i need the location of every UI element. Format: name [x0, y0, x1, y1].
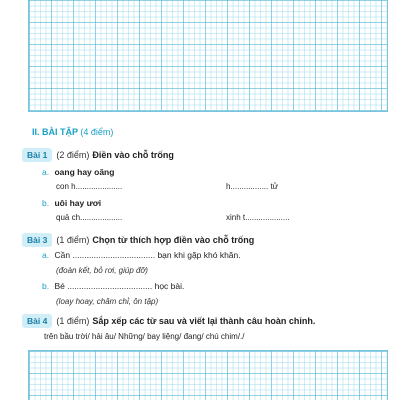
exercise-4-words: trên bầu trời/ hải âu/ Những/ bay liệng/ đang/ chú chim/./ [44, 332, 245, 341]
exercise-3-a-options: (đoàn kết, bỏ rơi, giúp đỡ) [56, 266, 148, 275]
exercise-3-instruction: Chọn từ thích hợp điền vào chỗ trống [92, 235, 255, 245]
exercise-1-a-blank-right[interactable]: h................. tử [226, 182, 279, 191]
exercise-1-b [42, 198, 101, 208]
exercise-3-b-sentence[interactable]: Bé .................................... học bài. [54, 281, 185, 291]
exercise-4-header [22, 314, 315, 328]
exercise-3-a-letter: a. [42, 250, 50, 260]
exercise-1-points: (2 điểm) [56, 150, 90, 160]
writing-grid-top [28, 0, 388, 112]
exercise-1-a-text: oang hay oăng [54, 167, 115, 177]
exercise-1-a [42, 167, 114, 177]
exercise-3-b-options: (loay hoay, chăm chỉ, ôn tập) [56, 297, 159, 306]
exercise-1-b-blank-right[interactable]: xinh t.................... [226, 213, 290, 222]
exercise-3-b-letter: b. [42, 281, 50, 291]
exercise-3-a [42, 250, 241, 260]
exercise-1-b-text: uôi hay ươi [54, 198, 102, 208]
section-title-text: II. BÀI TẬP [32, 127, 78, 137]
exercise-4-instruction: Sắp xếp các từ sau và viết lại thành câu hoàn chỉnh. [92, 316, 316, 326]
writing-grid-bottom[interactable] [28, 350, 388, 400]
exercise-3-badge: Bài 3 [22, 233, 52, 247]
exercise-3-a-sentence[interactable]: Cần ................................... bạn khi gặp khó khăn. [54, 250, 241, 260]
exercise-4-points: (1 điểm) [56, 316, 90, 326]
exercise-3-b [42, 281, 184, 291]
exercise-1-instruction: Điền vào chỗ trống [92, 150, 174, 160]
exercise-1-b-letter: b. [42, 198, 50, 208]
section-title [32, 127, 113, 137]
exercise-1-header [22, 148, 174, 162]
exercise-4-badge: Bài 4 [22, 314, 52, 328]
exercise-1-a-letter: a. [42, 167, 50, 177]
exercise-1-b-blank-left[interactable]: quả ch................... [56, 213, 123, 222]
exercise-1-a-blank-left[interactable]: con h..................... [56, 182, 123, 191]
section-points: (4 điểm) [80, 127, 114, 137]
exercise-3-points: (1 điểm) [56, 235, 90, 245]
exercise-3-header [22, 233, 254, 247]
exercise-1-badge: Bài 1 [22, 148, 52, 162]
